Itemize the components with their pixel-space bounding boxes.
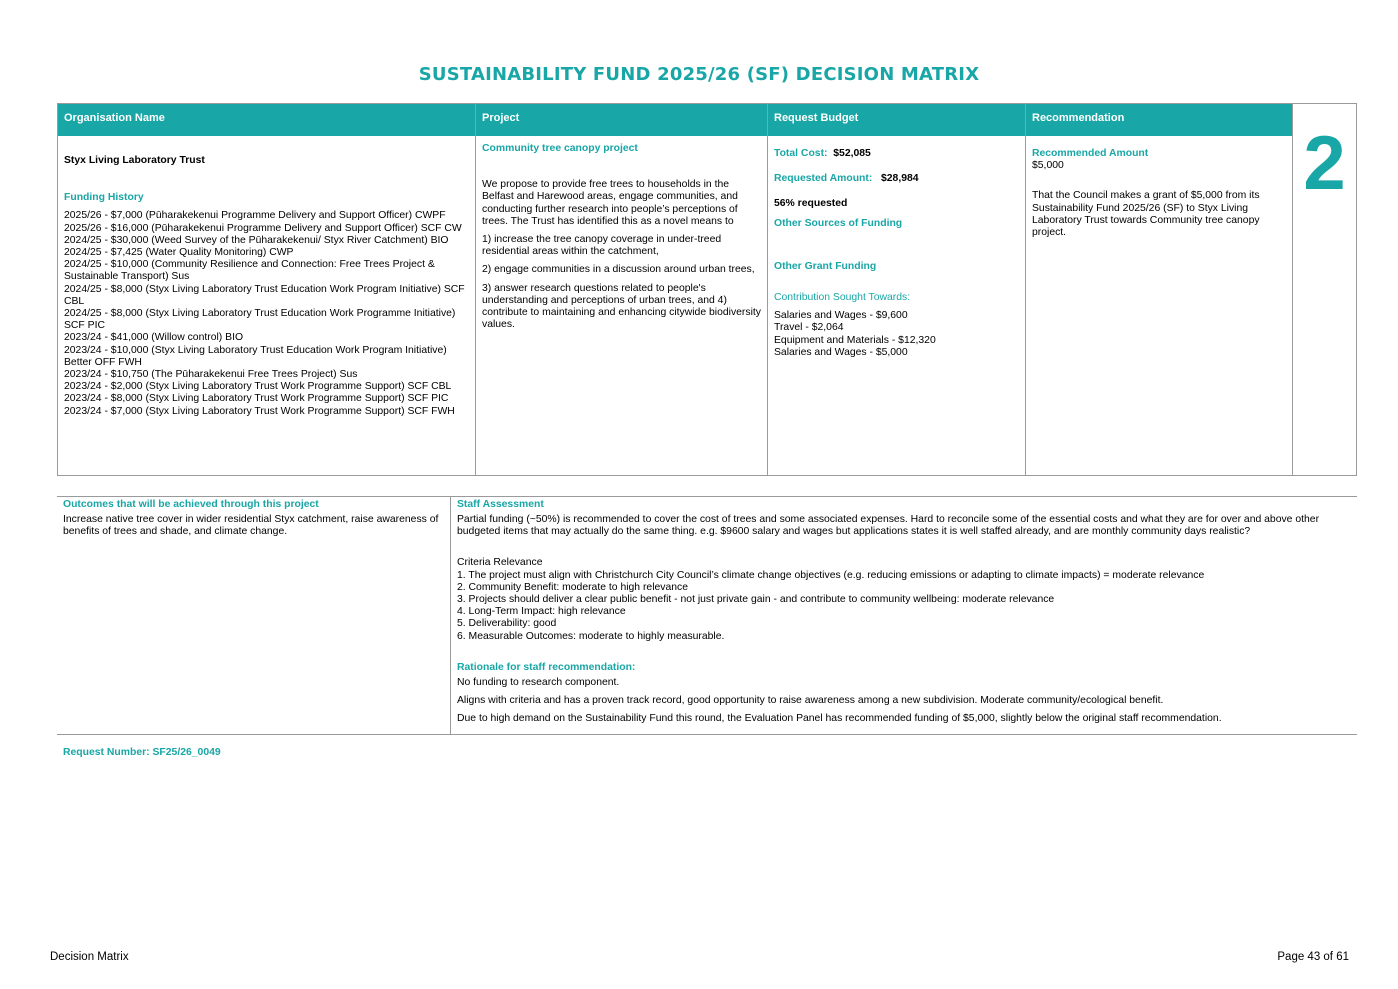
funding-history-item: 2024/25 - $8,000 (Styx Living Laboratory Trust Education Work Program Initiative) SCF CBL [64, 283, 465, 307]
assessment-section [57, 496, 1357, 735]
funding-history-item: 2023/24 - $41,000 (Willow control) BIO [64, 332, 244, 344]
organisation-name: Styx Living Laboratory Trust [64, 155, 205, 166]
staff-assessment-label: Staff Assessment [457, 499, 544, 510]
contribution-item: Equipment and Materials - $12,320 [774, 334, 936, 346]
recommended-amount-label: Recommended Amount [1032, 148, 1149, 159]
project-point: 3) answer research questions related to people's understanding and perceptions of urban trees, and 4) contribute to maintaining and enhancing citywide biodiversity values. [482, 282, 761, 331]
project-description: We propose to provide free trees to households in the Belfast and Harewood areas, engage communities, and conducting further research into people’s perceptions of trees. The Trust has identified this as a novel means to [482, 179, 738, 227]
rationale-item: Due to high demand on the Sustainability Fund this round, the Evaluation Panel has recommended funding of $5,000, slightly below the original staff recommendation. [457, 713, 1222, 725]
recommended-amount-value: $5,000 [1032, 160, 1064, 172]
funding-history-item: 2025/26 - $16,000 (Pūharakekenui Programme Delivery and Support Officer) SCF CW [64, 222, 462, 234]
funding-history-item: 2025/26 - $7,000 (Pūharakekenui Programme Delivery and Support Officer) CWPF [64, 210, 446, 222]
total-cost-row [774, 148, 1019, 160]
footer-left: Decision Matrix [50, 951, 129, 963]
rationale-item: Aligns with criteria and has a proven track record, good opportunity to raise awareness among a new subdivision. Moderate community/ecological benefit. [457, 695, 1164, 707]
budget-header: Request Budget [768, 104, 1025, 136]
organisation-column [58, 104, 475, 475]
budget-column [767, 104, 1025, 475]
other-sources-label: Other Sources of Funding [774, 217, 903, 229]
project-name: Community tree canopy project [482, 143, 638, 154]
project-column [475, 104, 767, 475]
staff-assessment-text: Partial funding (~50%) is recommended to cover the cost of trees and some associated expenses. Hard to reconcile some of the essential costs and what they are for over and above other budgeted items that may actually do the same thing. e.g. $9600 salary and wages but applications states it is well staffed already, and are monthly community days realistic? [457, 514, 1320, 538]
funding-history-item: 2023/24 - $8,000 (Styx Living Laboratory Trust Work Programme Support) SCF PIC [64, 393, 449, 405]
funding-history-item: 2024/25 - $8,000 (Styx Living Laboratory Trust Education Work Programme Initiative) SCF PIC [64, 308, 456, 332]
project-header: Project [476, 104, 767, 136]
funding-history-item: 2023/24 - $2,000 (Styx Living Laboratory Trust Work Programme Support) SCF CBL [64, 381, 452, 393]
page-title: SUSTAINABILITY FUND 2025/26 (SF) DECISION MATRIX [418, 64, 980, 85]
requested-amount-label: Requested Amount: [774, 173, 873, 185]
criteria-item: 5. Deliverability: good [457, 618, 557, 630]
outcomes-text: Increase native tree cover in wider residential Styx catchment, raise awareness of benefits of trees and shade, and climate change. [63, 514, 439, 538]
contribution-label: Contribution Sought Towards: [774, 292, 911, 304]
project-point: 2) engage communities in a discussion around urban trees, [482, 264, 755, 276]
staff-assessment-panel [450, 497, 1357, 734]
outcomes-label: Outcomes that will be achieved through this project [63, 499, 319, 510]
funding-history-item: 2024/25 - $7,425 (Water Quality Monitoring) CWP [64, 247, 294, 259]
percent-requested: 56% requested [774, 198, 848, 210]
criteria-title: Criteria Relevance [457, 557, 543, 569]
criteria-item: 6. Measurable Outcomes: moderate to highly measurable. [457, 630, 725, 642]
contribution-item: Travel - $2,064 [774, 322, 844, 334]
funding-history-list [64, 210, 469, 417]
criteria-item: 3. Projects should deliver a clear public benefit - not just private gain - and contribute to community wellbeing: moderate relevance [457, 594, 1055, 606]
rationale-label: Rationale for staff recommendation: [457, 661, 636, 673]
funding-history-item: 2024/25 - $10,000 (Community Resilience and Connection: Free Trees Project & Sustainable Transport) Sus [64, 259, 435, 283]
priority-column [1292, 104, 1356, 475]
funding-history-item: 2024/25 - $30,000 (Weed Survey of the Pūharakekenui/ Styx River Catchment) BIO [64, 234, 449, 246]
total-cost-label: Total Cost: [774, 148, 828, 159]
organisation-header: Organisation Name [58, 104, 475, 136]
page-number: Page 43 of 61 [1277, 951, 1349, 963]
project-point: 1) increase the tree canopy coverage in under-treed residential areas within the catchment, [482, 234, 722, 258]
criteria-item: 1. The project must align with Christchurch City Council’s climate change objectives (e.g. reducing emissions or adapting to climate impacts) = moderate relevance [457, 569, 1205, 581]
funding-history-item: 2023/24 - $7,000 (Styx Living Laboratory Trust Work Programme Support) SCF FWH [64, 405, 455, 417]
requested-amount-row [774, 173, 1019, 185]
contribution-item: Salaries and Wages - $9,600 [774, 310, 908, 322]
recommendation-text: That the Council makes a grant of $5,000 from its Sustainability Fund 2025/26 (SF) to Styx Living Laboratory Trust towards Community tree canopy project. [1032, 190, 1260, 239]
funding-history-item: 2023/24 - $10,000 (Styx Living Laboratory Trust Education Work Program Initiative) Better OFF FWH [64, 344, 447, 368]
total-cost-value: $52,085 [833, 148, 871, 159]
contribution-list [774, 310, 1019, 359]
request-number: Request Number: SF25/26_0049 [63, 747, 221, 758]
criteria-item: 4. Long-Term Impact: high relevance [457, 606, 626, 618]
other-grant-label: Other Grant Funding [774, 260, 877, 272]
criteria-item: 2. Community Benefit: moderate to high relevance [457, 581, 689, 593]
recommendation-header: Recommendation [1026, 104, 1292, 136]
requested-amount-value: $28,984 [881, 173, 919, 185]
funding-history-item: 2023/24 - $10,750 (The Pūharakekenui Free Trees Project) Sus [64, 369, 358, 381]
rationale-item: No funding to research component. [457, 676, 620, 688]
funding-history-label: Funding History [64, 192, 144, 204]
recommendation-column [1025, 104, 1292, 475]
decision-matrix-table [57, 103, 1357, 476]
outcomes-panel [57, 497, 450, 734]
priority-number: 2 [1303, 121, 1346, 206]
contribution-item: Salaries and Wages - $5,000 [774, 346, 908, 358]
